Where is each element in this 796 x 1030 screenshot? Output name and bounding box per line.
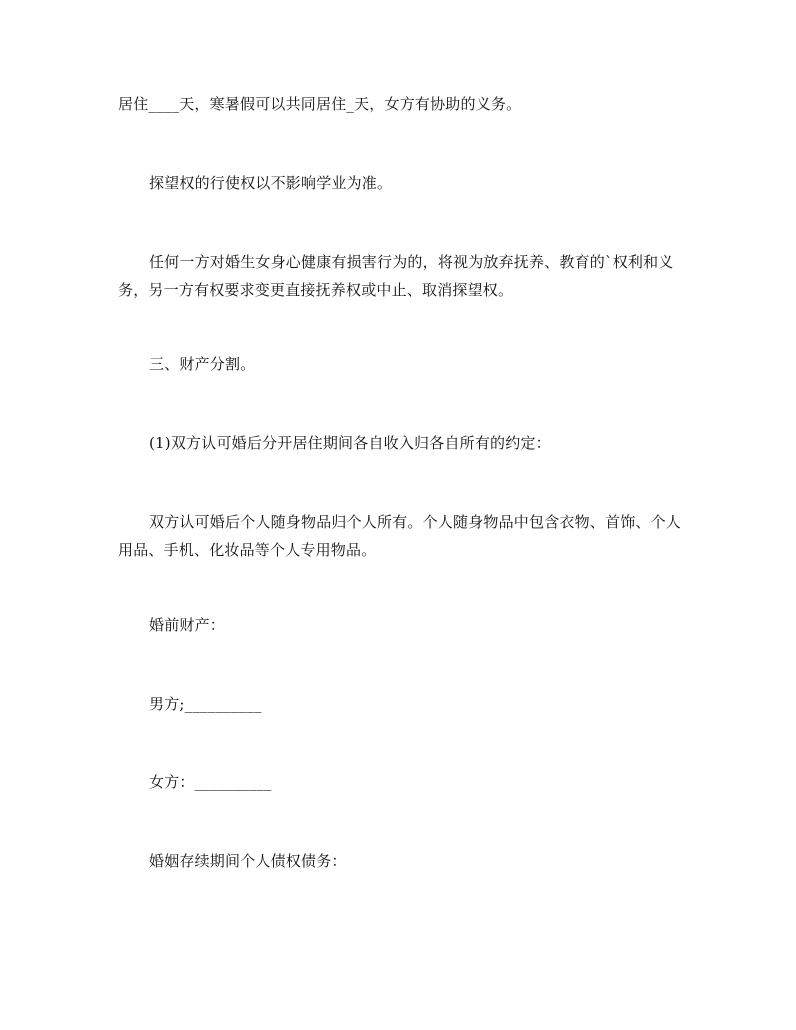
section-heading-property-division: 三、财产分割。: [149, 355, 256, 373]
field-male-party: 男方;__________: [149, 695, 262, 713]
paragraph-debts: 婚姻存续期间个人债权债务：: [149, 852, 347, 870]
paragraph-residence-days: 居住____天，寒暑假可以共同居住_天，女方有协助的义务。: [118, 95, 522, 113]
paragraph-premarital-property: 婚前财产：: [149, 616, 226, 634]
paragraph-harm-clause: 任何一方对婚生女身心健康有损害行为的，将视为放弃抚养、教育的`权利和义务，另一方有权要求变更直接抚养权或中止、取消探望权。: [118, 253, 674, 299]
paragraph-income-agreement: (1)双方认可婚后分开居住期间各自收入归各自所有的约定：: [149, 434, 551, 452]
paragraph-personal-items: 双方认可婚后个人随身物品归个人所有。个人随身物品中包含衣物、首饰、个人用品、手机、化妆品等个人专用物品。: [118, 513, 682, 559]
field-female-party: 女方：__________: [149, 773, 272, 791]
paragraph-visitation-right: 探望权的行使权以不影响学业为准。: [149, 174, 393, 192]
